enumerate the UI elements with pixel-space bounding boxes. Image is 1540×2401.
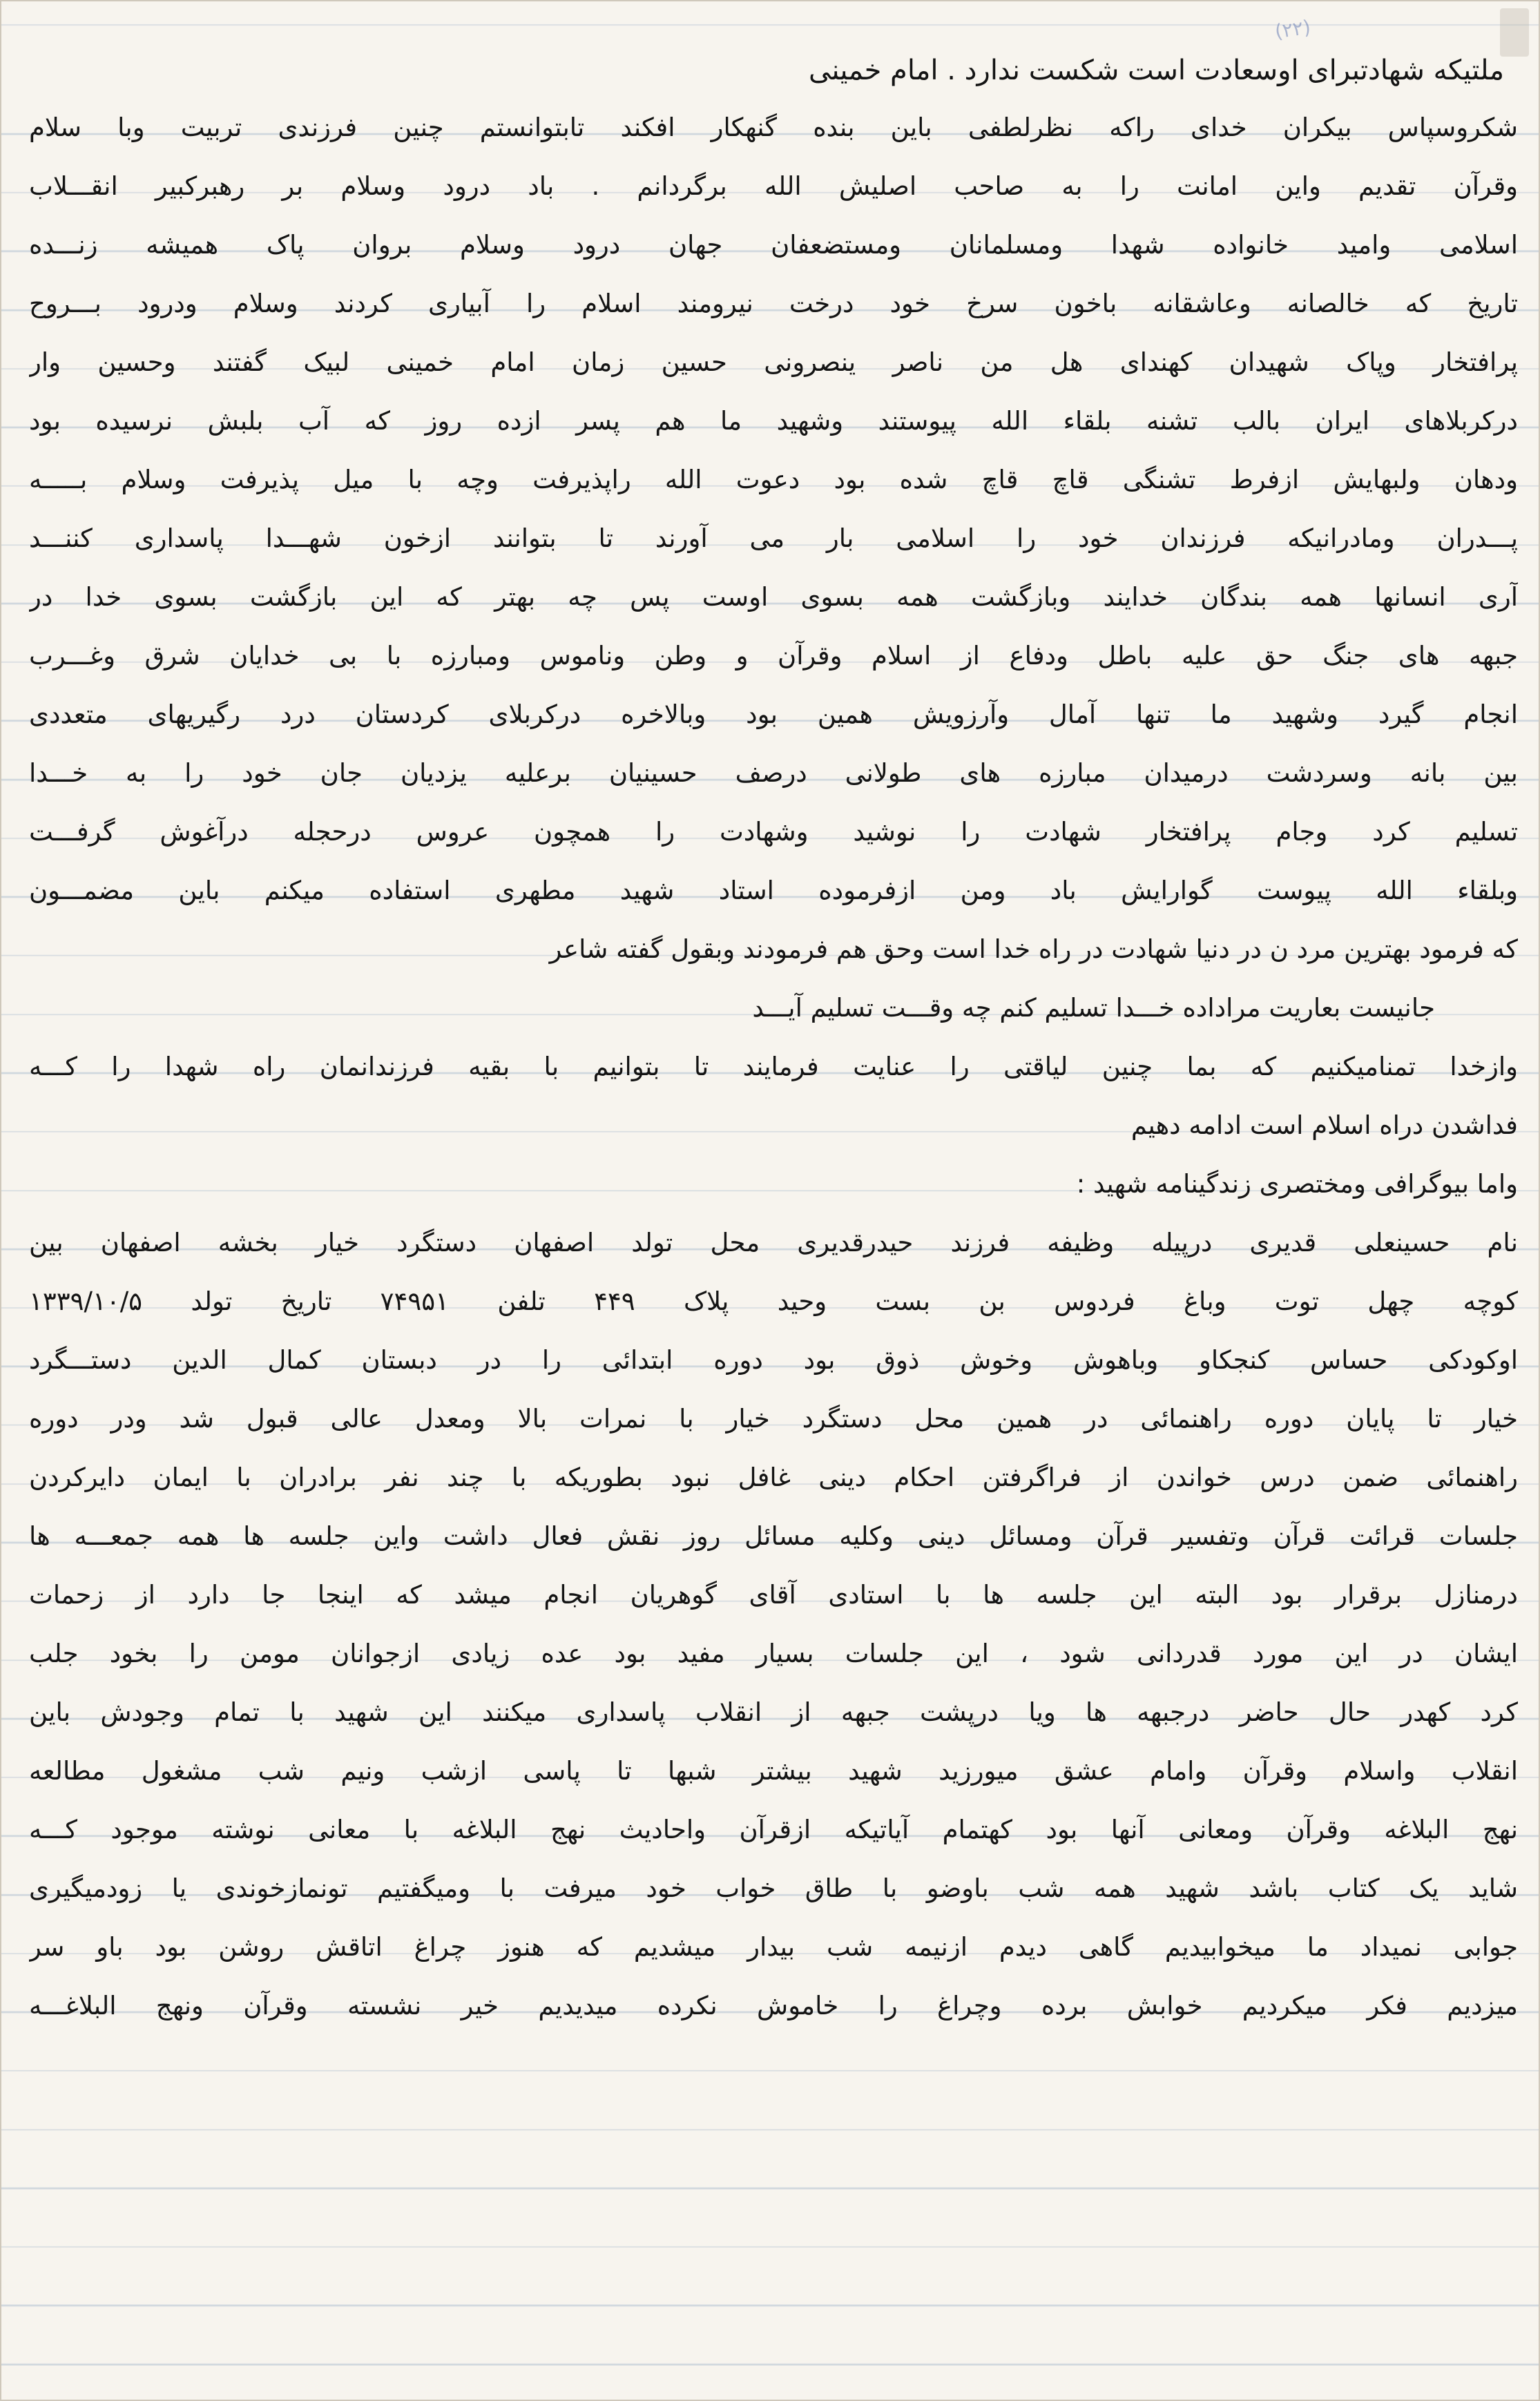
text-line: نهج البلاغه وقرآن ومعانی آنها بود کهتمام آیاتیکه ازقرآن واحادیث نهج البلاغه با معانی نوشته موجود کـــه [29,1815,1518,1844]
text-line: پرافتخار وپاک شهیدان کهندای هل من ناصر ینصرونی حسین زمان امام خمینی لبیک گفتند وحسین وار [29,347,1518,377]
text-line: نام حسینعلی قدیری درپیله وظیفه فرزند حیدرقدیری محل تولد اصفهان دستگرد خیار بخشه اصفهان بین [29,1228,1518,1257]
text-line: انقلاب واسلام وقرآن وامام عشق میورزید شهید بیشتر شبها تا پاسی ازشب ونیم شب مشغول مطالعه [29,1756,1518,1786]
text-line: جبهه های جنگ حق علیه باطل ودفاع از اسلام وقرآن و وطن وناموس ومبارزه با بی خدایان شرق وغـــرب [29,641,1518,671]
text-line: کرد کهدر حال حاضر درجبهه ها ویا درپشت جبهه از انقلاب پاسداری میکنند این شهید با تمام وجودش باین [29,1697,1518,1727]
text-line: میزدیم فکر میکردیم خوابش برده وچراغ را خاموش نکرده میدیدیم خیر نشسته وقرآن ونهج البلاغـــه [29,1991,1518,2021]
letter-title: ملتیکه شهادتبرای اوسعادت است شکست ندارد . امام خمینی [809,55,1504,86]
text-line: آری انسانها همه بندگان خدایند وبازگشت همه بسوی اوست پس چه بهتر که این بازگشت بسوی خدا در [29,582,1518,612]
text-line: وبلقاء الله پیوست گوارایش باد ومن ازفرموده استاد شهید مطهری استفاده میکنم باین مضمـــون [29,876,1518,905]
text-line: جانیست بعاریت مراداده خـــدا تسلیم کنم چه وقـــت تسلیم آیـــد [752,993,1435,1023]
text-line: اسلامی وامید خانواده شهدا ومسلمانان ومستضعفان جهان درود وسلام بروان پاک همیشه زنـــده [29,230,1518,260]
text-line: کوچه چهل توت وباغ فردوس بن بست وحید پلاک ۴۴۹ تلفن ۷۴۹۵۱ تاریخ تولد ۱۳۳۹/۱۰/۵ [29,1286,1518,1316]
text-line: پـــدران ومادرانیکه فرزندان خود را اسلامی بار می آورند تا بتوانند ازخون شهـــدا پاسداری کننـــد [29,523,1518,553]
text-line: ایشان در این مورد قدردانی شود ، این جلسات بسیار مفید بود عده زیادی ازجوانان مومن را بخود جلب [29,1639,1518,1668]
text-line: ودهان ولبهایش ازفرط تشنگی قاچ قاچ شده بود دعوت الله راپذیرفت وچه با میل پذیرفت وسلام بـــــه [29,465,1518,494]
text-line: که فرمود بهترین مرد ن در دنیا شهادت در راه خدا است وحق هم فرمودند وبقول گفته شاعر [549,934,1518,964]
text-line: تسلیم کرد وجام پرافتخار شهادت را نوشید وشهادت را همچون عروس درحجله درآغوش گرفـــت [29,817,1518,847]
handwritten-letter [29,43,1518,2386]
text-line: فداشدن دراه اسلام است ادامه دهیم [1130,1110,1518,1140]
text-line: شکروسپاس بیکران خدای راکه نظرلطفی باین بنده گنهکار افکند تابتوانستم چنین فرزندی تربیت وبا سلام [29,113,1518,142]
text-line: تاریخ که خالصانه وعاشقانه باخون سرخ خود درخت نیرومند اسلام را آبیاری کردند وسلام ودرود بـــروح [29,289,1518,318]
text-line: واما بیوگرافی ومختصری زندگینامه شهید : [1076,1169,1518,1199]
text-line: درمنازل برقرار بود البته این جلسه ها با استادی آقای گوهریان انجام میشد که اینجا جا دارد از زحمات [29,1580,1518,1610]
text-line: وازخدا تمنامیکنیم که بما چنین لیاقتی را عنایت فرمایند تا بتوانیم با بقیه فرزندانمان راه شهدا را کـــه [29,1052,1518,1081]
text-line: راهنمائی ضمن درس خواندن از فراگرفتن احکام دینی غافل نبود بطوریکه با چند نفر برادران با ایمان دایرکردن [29,1463,1518,1492]
text-line: درکربلاهای ایران بالب تشنه بلقاء الله پیوستند وشهید ما هم پسر ازده روز که آب بلبش نرسیده بود [29,406,1518,436]
text-line: جلسات قرائت قرآن وتفسیر قرآن ومسائل دینی وکلیه مسائل روز نقش فعال داشت واین جلسه ها همه جمعـــه ها [29,1521,1518,1551]
page-number-mark: (۲۲) [1273,15,1313,44]
text-line: انجام گیرد وشهید ما تنها آمال وآرزویش همین بود وبالاخره درکربلای کردستان درد رگیریهای متعددی [29,700,1518,729]
text-line: شاید یک کتاب باشد شهید همه شب باوضو با طاق خواب خود میرفت با ومیگفتیم تونمازخوندی یا زودمیگیری [29,1873,1518,1903]
text-line: اوکودکی حساس کنجکاو وباهوش وخوش ذوق بود دوره ابتدائی را در دبستان کمال الدین دستـــگرد [29,1345,1518,1375]
text-line: بین بانه وسردشت درمیدان مبارزه های طولانی درصف حسینیان برعلیه یزدیان جان خود را به خـــدا [29,758,1518,788]
text-line: جوابی نمیداد ما میخوابیدیم گاهی دیدم ازنیمه شب بیدار میشدیم که هنوز چراغ اتاقش روشن بود باو سر [29,1932,1518,1962]
text-line: وقرآن تقدیم واین امانت را به صاحب اصلیش الله برگردانم . باد درود وسلام بر رهبرکبیر انقـــلاب [29,171,1518,201]
text-line: خیار تا پایان دوره راهنمائی در همین محل دستگرد خیار با نمرات بالا ومعدل عالی قبول شد ودر دوره [29,1404,1518,1434]
letter-body [29,98,1518,2035]
